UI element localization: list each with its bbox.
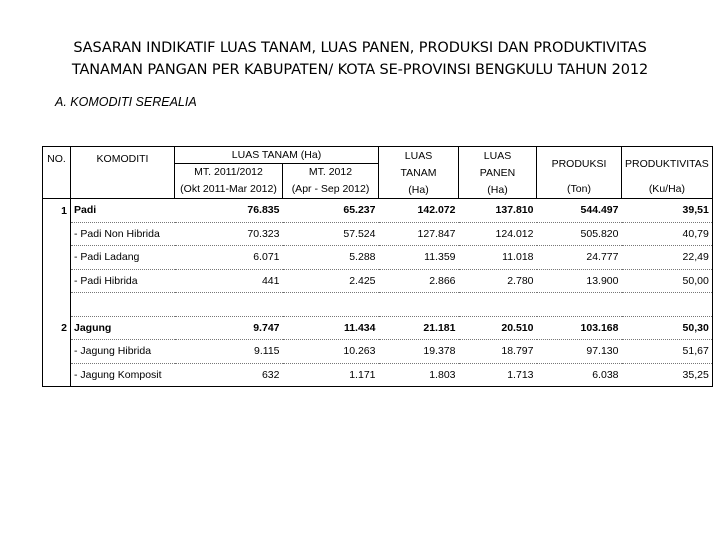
row-commodity: - Padi Non Hibrida [71,222,175,246]
cell-panen: 137.810 [459,199,537,223]
cell-produksi: 103.168 [537,316,622,340]
cell-produktivitas: 22,49 [622,246,713,270]
header-mt2-period: (Apr - Sep 2012) [283,180,379,199]
row-commodity: Padi [71,199,175,223]
cell-tanam: 21.181 [379,316,459,340]
table-body [43,199,713,387]
row-no [43,340,71,364]
table-row [43,222,713,246]
header-mt1: MT. 2011/2012 [175,164,283,181]
cell-panen: 20.510 [459,316,537,340]
header-luas-panen-l3: (Ha) [487,183,508,196]
cell-mt2: 10.263 [283,340,379,364]
cell-produksi: 544.497 [537,199,622,223]
cell-mt2: 5.288 [283,246,379,270]
cell-mt1: 9.115 [175,340,283,364]
cell-tanam: 11.359 [379,246,459,270]
cell-tanam: 19.378 [379,340,459,364]
header-komoditi: KOMODITI [71,147,175,199]
cell-produktivitas [622,293,713,317]
cell-produksi [537,293,622,317]
cell-panen [459,293,537,317]
cell-mt2 [283,293,379,317]
cell-tanam [379,293,459,317]
cell-panen: 124.012 [459,222,537,246]
cell-mt1 [175,293,283,317]
cell-mt2: 65.237 [283,199,379,223]
document-title-line-2: TANAMAN PANGAN PER KABUPATEN/ KOTA SE-PROVINSI BENGKULU TAHUN 2012 [71,62,649,78]
data-table [42,146,713,387]
header-produksi-unit: (Ton) [537,180,622,199]
cell-produksi: 24.777 [537,246,622,270]
cell-mt1: 70.323 [175,222,283,246]
cell-mt2: 2.425 [283,269,379,293]
table-row [43,246,713,270]
cell-produktivitas: 40,79 [622,222,713,246]
header-produktivitas: PRODUKTIVITAS [622,147,713,181]
header-luas-tanam-total-l3: (Ha) [408,183,429,196]
header-produksi: PRODUKSI [537,147,622,181]
cell-produktivitas: 35,25 [622,363,713,387]
cell-tanam: 1.803 [379,363,459,387]
cell-panen: 11.018 [459,246,537,270]
header-mt1-period: (Okt 2011-Mar 2012) [175,180,283,199]
cell-mt1: 6.071 [175,246,283,270]
header-produktivitas-unit: (Ku/Ha) [622,180,713,199]
row-commodity: - Padi Ladang [71,246,175,270]
cell-produktivitas: 39,51 [622,199,713,223]
row-commodity: - Jagung Hibrida [71,340,175,364]
row-commodity: - Jagung Komposit [71,363,175,387]
table-row [43,363,713,387]
cell-mt1: 76.835 [175,199,283,223]
table-row [43,316,713,340]
cell-panen: 1.713 [459,363,537,387]
document-title-line-1: SASARAN INDIKATIF LUAS TANAM, LUAS PANEN, PRODUKSI DAN PRODUKTIVITAS [73,40,647,56]
cell-mt2: 11.434 [283,316,379,340]
table-row [43,340,713,364]
cell-mt1: 632 [175,363,283,387]
row-no: 1 [43,199,71,223]
header-luas-panen [459,147,537,199]
cell-tanam: 127.847 [379,222,459,246]
row-no [43,246,71,270]
header-luas-tanam-total-l1: LUAS [404,149,433,162]
cell-tanam: 2.866 [379,269,459,293]
header-luas-tanam-total [379,147,459,199]
row-no [43,293,71,317]
header-luas-tanam-total-l2: TANAM [400,166,437,179]
cell-mt1: 441 [175,269,283,293]
cell-mt2: 1.171 [283,363,379,387]
cell-produktivitas: 50,30 [622,316,713,340]
header-mt2: MT. 2012 [283,164,379,181]
cell-mt2: 57.524 [283,222,379,246]
cell-produksi: 6.038 [537,363,622,387]
section-heading: A. KOMODITI SEREALIA [55,95,197,109]
table-row [43,269,713,293]
row-no [43,222,71,246]
header-no: NO. [43,147,71,199]
cell-produksi: 505.820 [537,222,622,246]
row-no [43,363,71,387]
row-commodity: Jagung [71,316,175,340]
row-commodity: - Padi Hibrida [71,269,175,293]
cell-panen: 18.797 [459,340,537,364]
table-row [43,199,713,223]
row-no [43,269,71,293]
cell-mt1: 9.747 [175,316,283,340]
cell-produksi: 97.130 [537,340,622,364]
header-luas-tanam: LUAS TANAM (Ha) [175,147,379,164]
cell-produktivitas: 51,67 [622,340,713,364]
row-no: 2 [43,316,71,340]
header-luas-panen-l1: LUAS [483,149,512,162]
header-luas-panen-l2: PANEN [479,166,516,179]
cell-panen: 2.780 [459,269,537,293]
cell-produksi: 13.900 [537,269,622,293]
row-commodity [71,293,175,317]
cell-produktivitas: 50,00 [622,269,713,293]
cell-tanam: 142.072 [379,199,459,223]
table-row [43,293,713,317]
